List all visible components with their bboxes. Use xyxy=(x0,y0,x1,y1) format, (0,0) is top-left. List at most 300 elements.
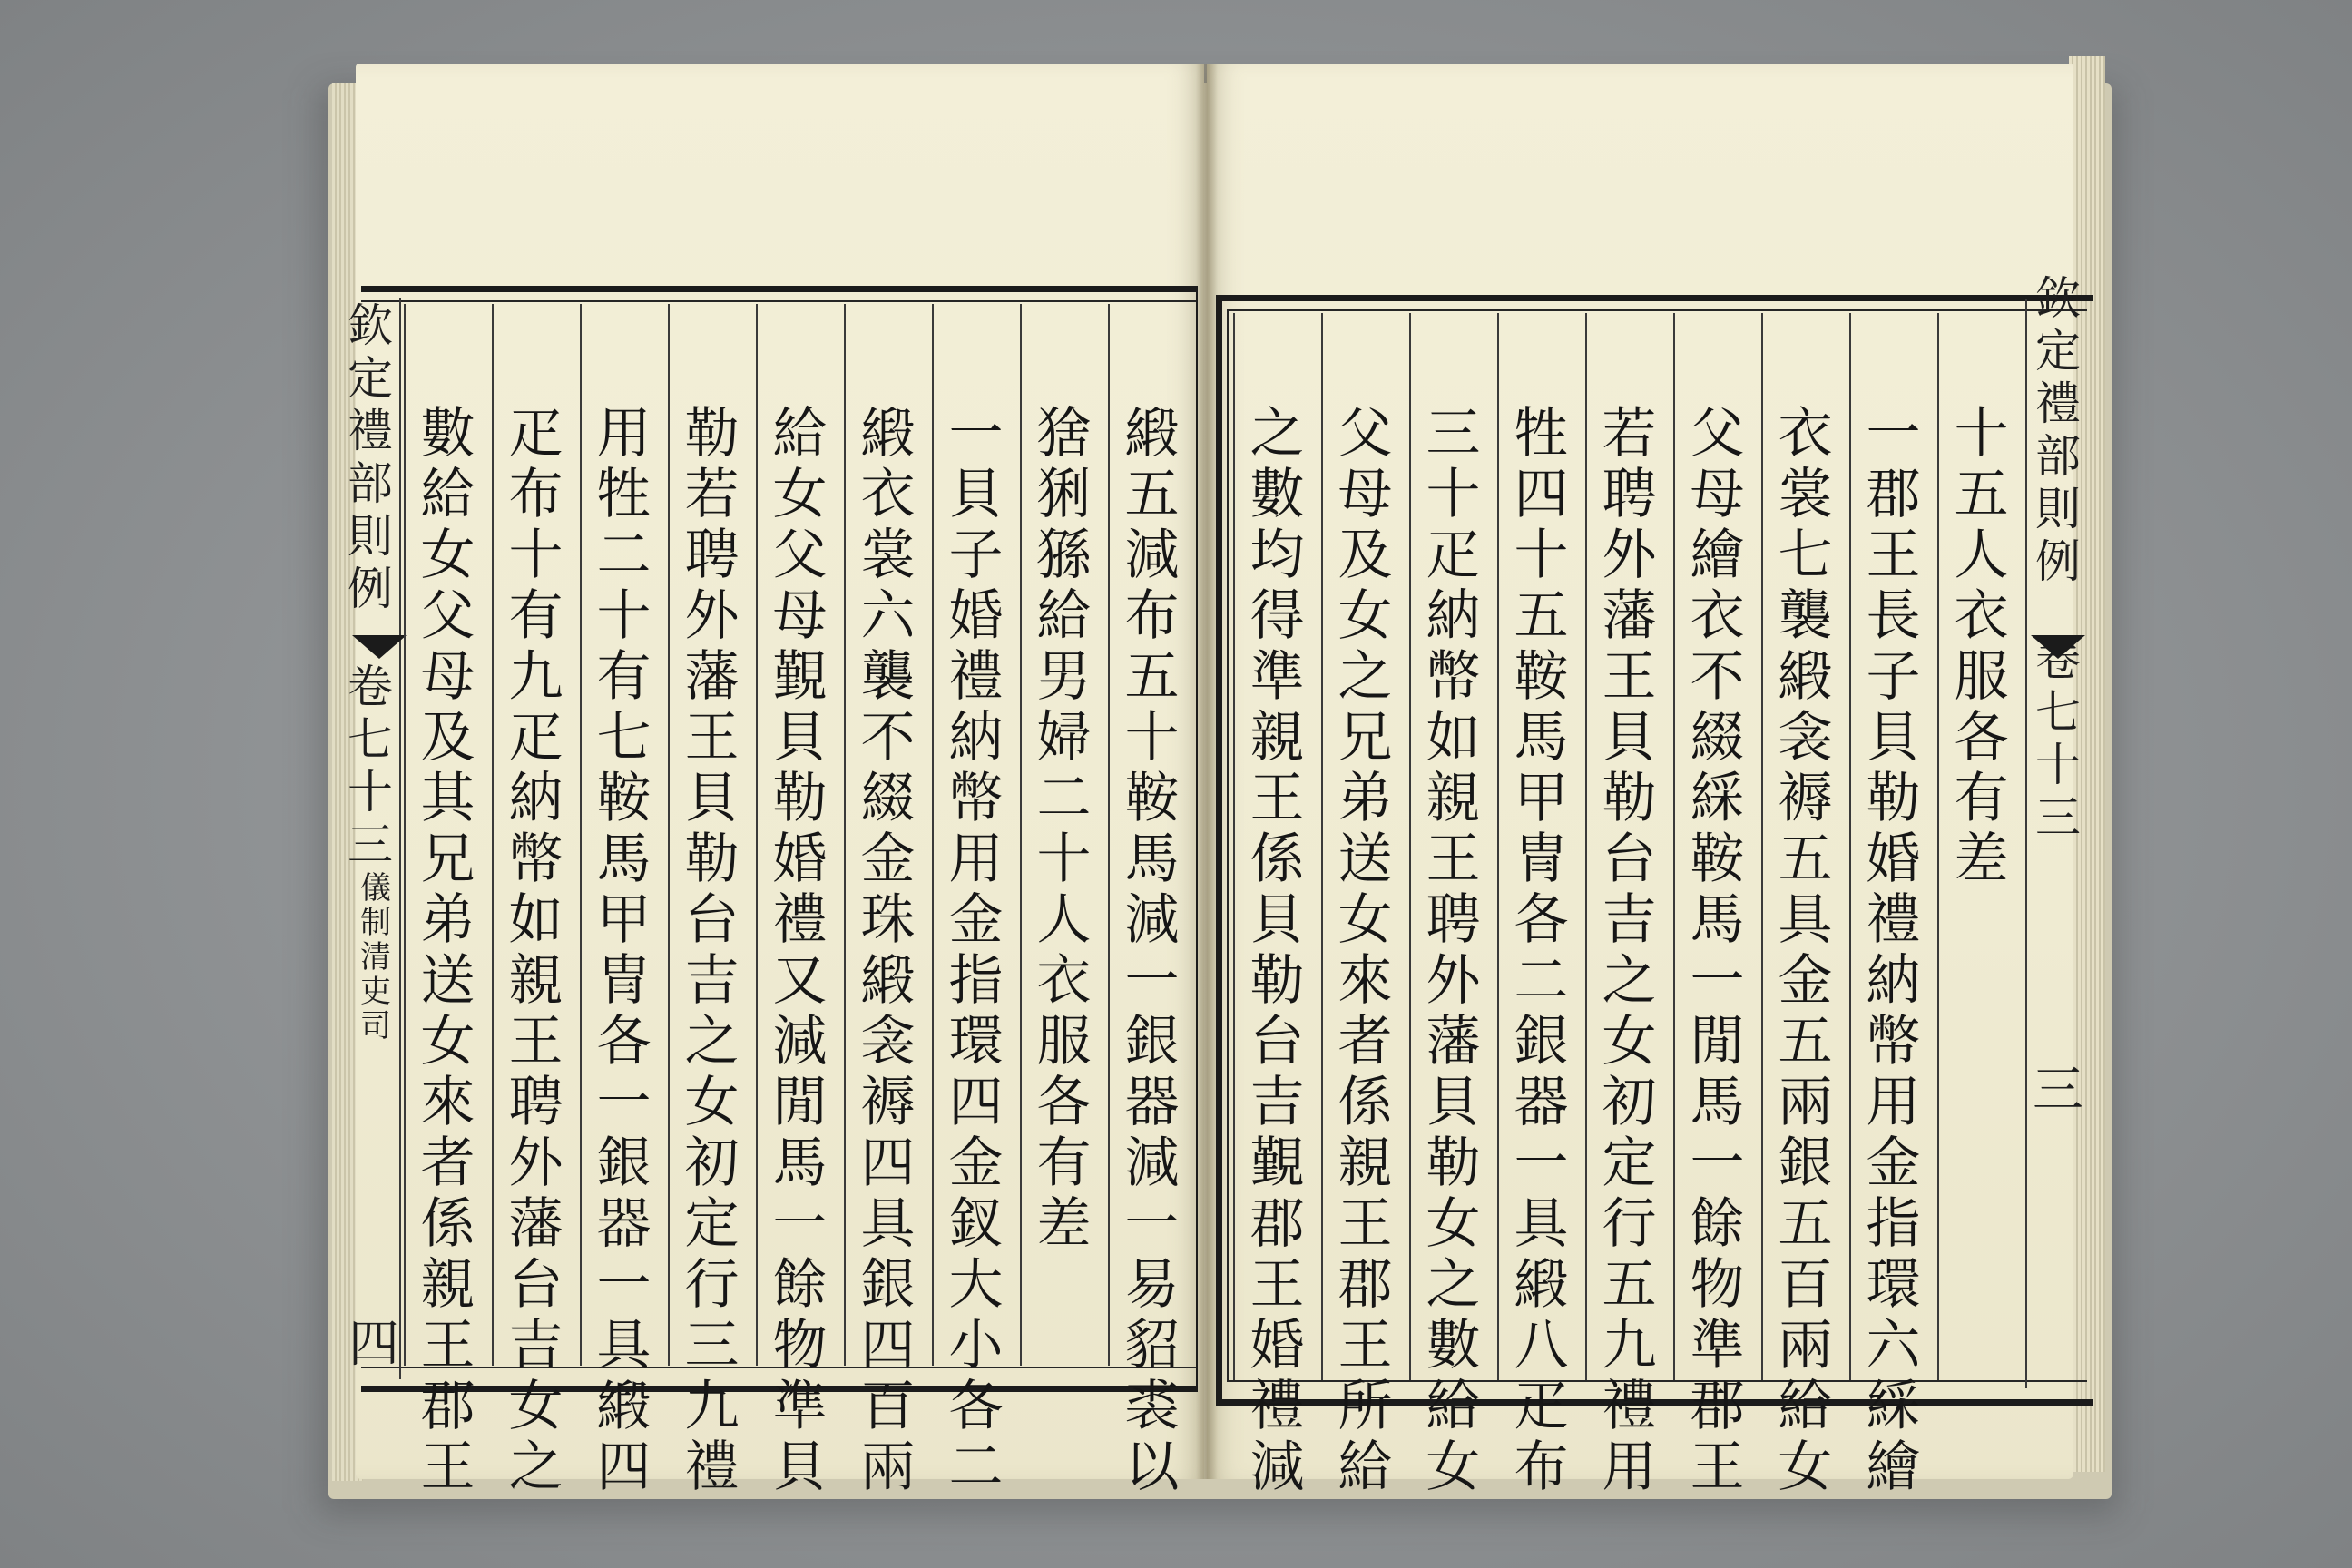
text-char: 勒 xyxy=(772,767,828,830)
text-char: 餘 xyxy=(772,1253,828,1317)
text-char: 冑 xyxy=(1514,828,1569,891)
right-fish-tail xyxy=(2031,635,2085,659)
right-frame-inner-left xyxy=(1227,309,1229,1382)
text-char: 人 xyxy=(1954,524,2009,587)
text-char: 給 xyxy=(1338,1436,1393,1499)
text-char: 王 xyxy=(684,706,740,769)
text-char: 銀 xyxy=(860,1253,916,1317)
text-char: 三 xyxy=(1426,402,1481,466)
text-char: 納 xyxy=(948,706,1004,769)
text-char: 弟 xyxy=(1338,767,1393,830)
text-char: 王 xyxy=(1250,767,1305,830)
text-char: 王 xyxy=(1866,524,1921,587)
text-char: 貝 xyxy=(772,706,828,769)
text-char: 猁 xyxy=(1036,463,1092,526)
text-char: 藩 xyxy=(1426,1010,1481,1073)
text-char: 褥 xyxy=(860,1071,916,1134)
left-margin-section-char: 儀 xyxy=(360,870,391,906)
text-char: 五 xyxy=(1778,1192,1833,1256)
text-char: 用 xyxy=(596,402,652,466)
text-char: 女 xyxy=(1338,584,1393,648)
text-char: 人 xyxy=(1036,888,1092,952)
text-char: 子 xyxy=(948,524,1004,587)
text-char: 親 xyxy=(1338,1132,1393,1195)
text-char: 布 xyxy=(1124,584,1180,648)
text-char: 緞 xyxy=(860,402,916,466)
text-char: 外 xyxy=(1426,949,1481,1013)
text-char: 送 xyxy=(420,949,475,1013)
left-margin-title-char: 部 xyxy=(348,457,393,510)
text-char: 環 xyxy=(1866,1253,1921,1317)
text-char: 納 xyxy=(508,767,564,830)
text-char: 百 xyxy=(1778,1253,1833,1317)
right-margin-title-char: 欽 xyxy=(2035,272,2081,325)
text-char: 幣 xyxy=(948,767,1004,830)
left-margin-title-char: 定 xyxy=(348,352,393,405)
right-page-text-column xyxy=(1412,404,1494,1498)
text-char: 之 xyxy=(1426,1253,1481,1317)
text-char: 不 xyxy=(1690,645,1745,709)
text-char: 緞 xyxy=(596,1375,652,1438)
right-margin-volume-char: 七 xyxy=(2035,686,2081,739)
right-page-text-column xyxy=(1324,404,1406,1498)
right-margin-column xyxy=(2031,272,2085,844)
text-char: 不 xyxy=(860,706,916,769)
text-char: 父 xyxy=(420,584,475,648)
text-char: 貝 xyxy=(1866,706,1921,769)
left-page-column-rule xyxy=(844,304,846,1366)
text-char: 郡 xyxy=(420,1375,475,1438)
text-char: 牲 xyxy=(596,463,652,526)
text-char: 繪 xyxy=(1866,1436,1921,1499)
text-char: 物 xyxy=(1690,1253,1745,1317)
text-char: 八 xyxy=(1514,1314,1569,1377)
text-char: 馬 xyxy=(772,1132,828,1195)
right-page-text-column xyxy=(1852,404,1935,1498)
text-char: 女 xyxy=(508,1375,564,1438)
text-char: 十 xyxy=(596,584,652,648)
right-page-column-rule xyxy=(1761,313,1763,1380)
left-margin-column xyxy=(343,299,397,871)
right-page-text-column xyxy=(1236,404,1318,1498)
text-char: 布 xyxy=(1514,1436,1569,1499)
text-char: 三 xyxy=(684,1314,740,1377)
text-char: 覲 xyxy=(772,645,828,709)
text-char: 兄 xyxy=(420,828,475,891)
text-char: 數 xyxy=(420,402,475,466)
text-char: 十 xyxy=(1036,828,1092,891)
text-char: 五 xyxy=(1124,463,1180,526)
text-char: 裳 xyxy=(860,524,916,587)
text-char: 郡 xyxy=(1250,1192,1305,1256)
text-char: 台 xyxy=(1602,828,1657,891)
text-char: 具 xyxy=(860,1192,916,1256)
left-section-label xyxy=(348,871,403,1044)
right-page-column-rule xyxy=(1585,313,1587,1380)
text-char: 得 xyxy=(1250,584,1305,648)
text-char: 覲 xyxy=(1250,1132,1305,1195)
text-char: 九 xyxy=(684,1375,740,1438)
text-char: 貝 xyxy=(684,767,740,830)
text-char: 一 xyxy=(1124,949,1180,1013)
left-margin-volume-char: 卷 xyxy=(348,661,393,713)
text-char: 銀 xyxy=(1778,1132,1833,1195)
left-margin-volume-char: 七 xyxy=(348,713,393,766)
text-char: 減 xyxy=(1124,888,1180,952)
text-char: 王 xyxy=(420,1314,475,1377)
text-char: 金 xyxy=(1778,949,1833,1013)
text-char: 聘 xyxy=(1426,888,1481,952)
text-char: 以 xyxy=(1124,1436,1180,1499)
text-char: 係 xyxy=(1250,828,1305,891)
left-page-text-column xyxy=(583,404,665,1498)
text-char: 郡 xyxy=(1690,1375,1745,1438)
text-char: 緞 xyxy=(1124,402,1180,466)
text-char: 王 xyxy=(1426,828,1481,891)
text-char: 珠 xyxy=(860,888,916,952)
text-char: 五 xyxy=(1514,584,1569,648)
left-page-text-column xyxy=(1111,404,1193,1498)
left-margin-volume-char: 十 xyxy=(348,766,393,818)
text-char: 閒 xyxy=(1690,1010,1745,1073)
text-char: 貝 xyxy=(948,463,1004,526)
text-char: 襲 xyxy=(860,645,916,709)
text-char: 及 xyxy=(420,706,475,769)
text-char: 親 xyxy=(420,1253,475,1317)
text-char: 衣 xyxy=(1778,402,1833,466)
text-char: 裘 xyxy=(1124,1375,1180,1438)
text-char: 五 xyxy=(1778,1010,1833,1073)
text-char: 有 xyxy=(1036,1132,1092,1195)
right-page-text-column xyxy=(1500,404,1583,1498)
text-char: 猞 xyxy=(1036,402,1092,466)
right-page-column-rule xyxy=(1937,313,1939,1380)
text-char: 母 xyxy=(772,584,828,648)
text-char: 五 xyxy=(1954,463,2009,526)
text-char: 之 xyxy=(508,1436,564,1499)
text-char: 猻 xyxy=(1036,524,1092,587)
right-page-text-column xyxy=(1676,404,1759,1498)
text-char: 女 xyxy=(1778,1436,1833,1499)
left-fish-tail xyxy=(352,635,407,659)
text-char: 馬 xyxy=(1690,888,1745,952)
text-char: 婦 xyxy=(1036,706,1092,769)
left-page-text-column xyxy=(671,404,753,1498)
right-margin-volume-char: 三 xyxy=(2035,791,2081,844)
text-char: 藩 xyxy=(684,645,740,709)
text-char: 給 xyxy=(772,402,828,466)
text-char: 用 xyxy=(1866,1071,1921,1134)
text-char: 給 xyxy=(1036,584,1092,648)
text-char: 衣 xyxy=(860,463,916,526)
text-char: 禮 xyxy=(772,888,828,952)
text-char: 馬 xyxy=(1690,1071,1745,1134)
text-char: 具 xyxy=(1778,888,1833,952)
text-char: 藩 xyxy=(508,1192,564,1256)
left-page-text-column xyxy=(407,404,489,1498)
text-char: 給 xyxy=(420,463,475,526)
text-char: 貝 xyxy=(1602,706,1657,769)
text-char: 王 xyxy=(1338,1314,1393,1377)
text-char: 九 xyxy=(1602,1314,1657,1377)
text-char: 女 xyxy=(1602,1010,1657,1073)
text-char: 父 xyxy=(1690,402,1745,466)
left-margin-divider xyxy=(399,298,401,1379)
text-char: 衣 xyxy=(1690,584,1745,648)
text-char: 各 xyxy=(596,1010,652,1073)
text-char: 馬 xyxy=(1514,706,1569,769)
text-char: 吉 xyxy=(508,1314,564,1377)
text-char: 父 xyxy=(1338,402,1393,466)
text-char: 金 xyxy=(860,828,916,891)
text-char: 牲 xyxy=(1514,402,1569,466)
text-char: 納 xyxy=(1866,949,1921,1013)
text-char: 親 xyxy=(508,949,564,1013)
right-margin-title-char: 部 xyxy=(2035,430,2081,483)
text-char: 綴 xyxy=(860,767,916,830)
text-char: 十 xyxy=(1514,524,1569,587)
left-page-column-rule xyxy=(668,304,670,1366)
text-char: 疋 xyxy=(1426,524,1481,587)
text-char: 聘 xyxy=(684,524,740,587)
left-margin-section-char: 司 xyxy=(360,1008,391,1044)
right-page-number-text: 三 xyxy=(2033,1061,2083,1120)
text-char: 吉 xyxy=(1250,1071,1305,1134)
text-char: 兄 xyxy=(1338,706,1393,769)
text-char: 疋 xyxy=(508,402,564,466)
text-char: 疋 xyxy=(508,706,564,769)
text-char: 鞍 xyxy=(1124,767,1180,830)
text-char: 兩 xyxy=(860,1436,916,1499)
text-char: 各 xyxy=(1514,888,1569,952)
right-margin-title-char: 則 xyxy=(2035,483,2081,535)
text-char: 疋 xyxy=(1514,1375,1569,1438)
text-char: 王 xyxy=(420,1436,475,1499)
text-char: 減 xyxy=(1250,1436,1305,1499)
right-page-text-column xyxy=(1588,404,1671,1498)
left-margin-section-char: 清 xyxy=(360,939,391,975)
right-page-number xyxy=(2031,1062,2085,1120)
text-char: 禮 xyxy=(1866,888,1921,952)
left-margin-section-char: 制 xyxy=(360,905,391,941)
text-char: 禮 xyxy=(684,1436,740,1499)
text-char: 十 xyxy=(1124,706,1180,769)
text-char: 物 xyxy=(772,1314,828,1377)
text-char: 勒 xyxy=(684,828,740,891)
text-char: 器 xyxy=(1514,1071,1569,1134)
text-char: 各 xyxy=(1954,706,2009,769)
text-char: 一 xyxy=(772,1192,828,1256)
text-char: 王 xyxy=(508,1010,564,1073)
text-char: 金 xyxy=(948,888,1004,952)
text-char: 貂 xyxy=(1124,1314,1180,1377)
text-char: 一 xyxy=(1124,1192,1180,1256)
text-char: 鞍 xyxy=(1690,828,1745,891)
text-char: 褥 xyxy=(1778,767,1833,830)
text-char: 餘 xyxy=(1690,1192,1745,1256)
left-page-column-rule xyxy=(932,304,934,1366)
text-char: 貝 xyxy=(1426,1071,1481,1134)
text-char: 減 xyxy=(772,1010,828,1073)
text-char: 弟 xyxy=(420,888,475,952)
text-char: 金 xyxy=(1866,1132,1921,1195)
text-char: 綵 xyxy=(1866,1375,1921,1438)
left-page-column-rule xyxy=(1020,304,1022,1366)
left-page-number xyxy=(347,1316,401,1374)
text-char: 閒 xyxy=(772,1071,828,1134)
text-char: 二 xyxy=(1036,767,1092,830)
left-frame-inner-top xyxy=(361,300,1196,302)
text-char: 五 xyxy=(1124,645,1180,709)
text-char: 緞 xyxy=(1778,645,1833,709)
book-gutter xyxy=(1196,64,1218,1479)
text-char: 定 xyxy=(1602,1132,1657,1195)
text-char: 二 xyxy=(596,524,652,587)
text-char: 六 xyxy=(1866,1314,1921,1377)
text-char: 子 xyxy=(1866,645,1921,709)
text-char: 二 xyxy=(948,1436,1004,1499)
text-char: 如 xyxy=(508,888,564,952)
text-char: 聘 xyxy=(1602,463,1657,526)
text-char: 一 xyxy=(1690,1132,1745,1195)
left-page-text-column xyxy=(935,404,1017,1498)
text-char: 勒 xyxy=(1866,767,1921,830)
text-char: 綵 xyxy=(1690,767,1745,830)
text-char: 外 xyxy=(684,584,740,648)
text-char: 服 xyxy=(1954,645,2009,709)
text-char: 用 xyxy=(948,828,1004,891)
text-char: 五 xyxy=(1602,1253,1657,1317)
text-char: 來 xyxy=(1338,949,1393,1013)
text-char: 行 xyxy=(1602,1192,1657,1256)
text-char: 一 xyxy=(1866,402,1921,466)
text-char: 器 xyxy=(596,1192,652,1256)
text-char: 十 xyxy=(1426,463,1481,526)
text-char: 其 xyxy=(420,767,475,830)
text-char: 馬 xyxy=(1124,828,1180,891)
text-char: 數 xyxy=(1250,463,1305,526)
left-margin-volume-char: 三 xyxy=(348,818,393,871)
text-char: 一 xyxy=(596,1071,652,1134)
text-char: 用 xyxy=(1602,1436,1657,1499)
left-margin-title-char: 例 xyxy=(348,563,393,615)
text-char: 女 xyxy=(1426,1436,1481,1499)
text-char: 九 xyxy=(508,645,564,709)
left-page-text-column xyxy=(847,404,929,1498)
left-margin-title-char: 禮 xyxy=(348,405,393,457)
text-char: 襲 xyxy=(1778,584,1833,648)
text-char: 有 xyxy=(1954,767,2009,830)
left-margin-title-char: 則 xyxy=(348,510,393,563)
text-char: 台 xyxy=(684,888,740,952)
text-char: 釵 xyxy=(948,1192,1004,1256)
text-char: 台 xyxy=(1250,1010,1305,1073)
text-char: 給 xyxy=(1426,1375,1481,1438)
text-char: 大 xyxy=(948,1253,1004,1317)
text-char: 減 xyxy=(1124,524,1180,587)
left-page-text-column xyxy=(759,404,841,1498)
text-char: 來 xyxy=(420,1071,475,1134)
text-char: 四 xyxy=(948,1071,1004,1134)
text-char: 父 xyxy=(772,524,828,587)
right-page-column-rule xyxy=(1497,313,1499,1380)
right-margin-title-char: 禮 xyxy=(2035,377,2081,430)
text-char: 王 xyxy=(1338,1192,1393,1256)
text-char: 納 xyxy=(1426,584,1481,648)
text-char: 幣 xyxy=(1426,645,1481,709)
text-char: 準 xyxy=(1690,1314,1745,1377)
text-char: 者 xyxy=(420,1132,475,1195)
text-char: 準 xyxy=(1250,645,1305,709)
text-char: 四 xyxy=(596,1436,652,1499)
left-page-text-column xyxy=(1023,404,1105,1255)
text-char: 小 xyxy=(948,1314,1004,1377)
right-margin-volume-char: 卷 xyxy=(2035,633,2081,686)
right-margin-title-char: 例 xyxy=(2035,535,2081,588)
text-char: 勒 xyxy=(1426,1132,1481,1195)
text-char: 十 xyxy=(508,524,564,587)
text-char: 均 xyxy=(1250,524,1305,587)
text-char: 差 xyxy=(1036,1192,1092,1256)
text-char: 若 xyxy=(684,463,740,526)
text-char: 百 xyxy=(860,1375,916,1438)
text-char: 婚 xyxy=(948,584,1004,648)
text-char: 給 xyxy=(1778,1375,1833,1438)
text-char: 定 xyxy=(684,1192,740,1256)
text-char: 十 xyxy=(1954,402,2009,466)
text-char: 係 xyxy=(1338,1071,1393,1134)
text-char: 初 xyxy=(1602,1071,1657,1134)
left-margin-section-char: 吏 xyxy=(360,974,391,1010)
text-char: 各 xyxy=(948,1375,1004,1438)
text-char: 之 xyxy=(684,1010,740,1073)
text-char: 郡 xyxy=(1338,1253,1393,1317)
text-char: 母 xyxy=(1338,463,1393,526)
text-char: 甲 xyxy=(1514,767,1569,830)
text-char: 之 xyxy=(1250,402,1305,466)
text-char: 母 xyxy=(420,645,475,709)
right-page-column-rule xyxy=(1849,313,1851,1380)
text-char: 一 xyxy=(1514,1132,1569,1195)
text-char: 外 xyxy=(1602,524,1657,587)
text-char: 勒 xyxy=(684,402,740,466)
text-char: 四 xyxy=(1514,463,1569,526)
text-char: 吉 xyxy=(684,949,740,1013)
text-char: 具 xyxy=(596,1314,652,1377)
text-char: 兩 xyxy=(1778,1071,1833,1134)
text-char: 布 xyxy=(508,463,564,526)
text-char: 貝 xyxy=(1250,888,1305,952)
text-char: 禮 xyxy=(1250,1375,1305,1438)
text-char: 行 xyxy=(684,1253,740,1317)
text-char: 婚 xyxy=(1866,828,1921,891)
text-char: 及 xyxy=(1338,524,1393,587)
text-char: 女 xyxy=(420,524,475,587)
text-char: 王 xyxy=(1602,645,1657,709)
right-page-text-column xyxy=(1764,404,1847,1498)
text-char: 之 xyxy=(1338,645,1393,709)
text-char: 銀 xyxy=(1514,1010,1569,1073)
text-char: 易 xyxy=(1124,1253,1180,1317)
left-page-column-rule xyxy=(1108,304,1110,1366)
text-char: 女 xyxy=(684,1071,740,1134)
text-char: 勒 xyxy=(1602,767,1657,830)
text-char: 男 xyxy=(1036,645,1092,709)
text-char: 若 xyxy=(1602,402,1657,466)
text-char: 女 xyxy=(420,1010,475,1073)
text-char: 指 xyxy=(948,949,1004,1013)
text-char: 吉 xyxy=(1602,888,1657,952)
